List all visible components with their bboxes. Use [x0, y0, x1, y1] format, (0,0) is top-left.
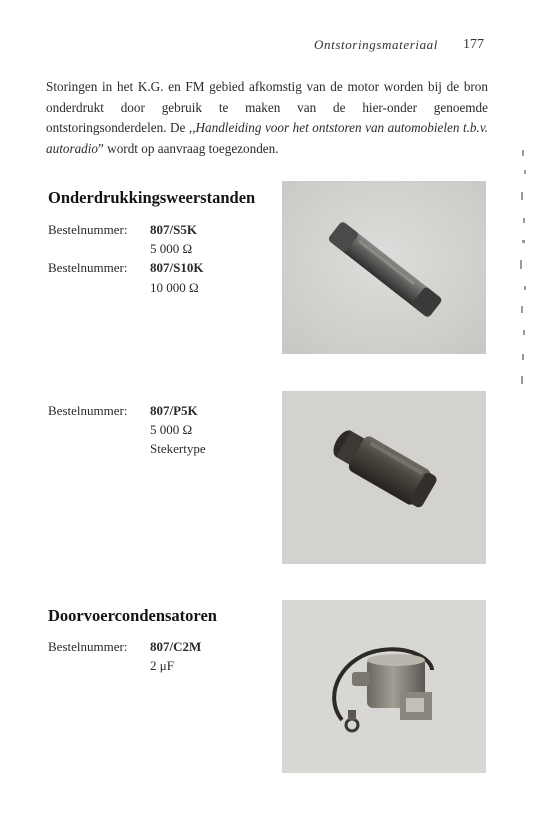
- order-label: Bestelnummer:: [48, 403, 128, 418]
- section-heading-capacitors: Doorvoercondensatoren: [48, 606, 217, 625]
- capacitor-illustration: [282, 600, 486, 773]
- running-head-title: Ontstoringsmateriaal: [314, 37, 438, 52]
- order-label: Bestelnummer:: [48, 222, 128, 237]
- intro-text-italic: Handleiding voor het ontstoren van automobielen t.b.v. autoradio: [46, 120, 488, 156]
- page-number: 177: [463, 37, 484, 52]
- running-head: [0, 37, 538, 57]
- order-number-text: 807/C2M: [150, 639, 202, 654]
- order-number: [150, 222, 197, 238]
- intro-text-part2: ” wordt op aanvraag toegezonden.: [98, 140, 279, 156]
- order-number-text: 807/S10K: [150, 260, 204, 275]
- order-number: [150, 403, 198, 419]
- capacitor-photo: [282, 600, 486, 773]
- order-number: [150, 639, 201, 655]
- section-heading-resistors: Onderdrukkingsweerstanden: [48, 188, 256, 207]
- plug-resistor-photo: [282, 391, 486, 564]
- order-label: Bestelnummer:: [48, 639, 128, 654]
- resistor-photo: [282, 181, 486, 354]
- order-number-text: 807/P5K: [150, 403, 198, 418]
- intro-text-part1: Storingen in het K.G. en FM gebied afkomstig van de motor worden bij de bron onderdrukt door gebruik te maken van de hier-onder genoemde ontstoringsonderdelen. De ,,: [46, 79, 488, 135]
- capacitance-value: 2 μF: [150, 658, 174, 673]
- resistor-illustration: [282, 181, 486, 354]
- type-note: Stekertype: [150, 441, 206, 456]
- order-number-text: 807/S5K: [150, 222, 197, 237]
- order-label: Bestelnummer:: [48, 260, 128, 275]
- resistance-value: 5 000 Ω: [150, 422, 193, 437]
- scan-edge-marks: [518, 140, 530, 400]
- resistance-value: 10 000 Ω: [150, 280, 199, 295]
- order-number: [150, 260, 203, 276]
- resistance-value: 5 000 Ω: [150, 241, 193, 256]
- intro-paragraph: [46, 77, 488, 159]
- plug-resistor-illustration: [282, 391, 486, 564]
